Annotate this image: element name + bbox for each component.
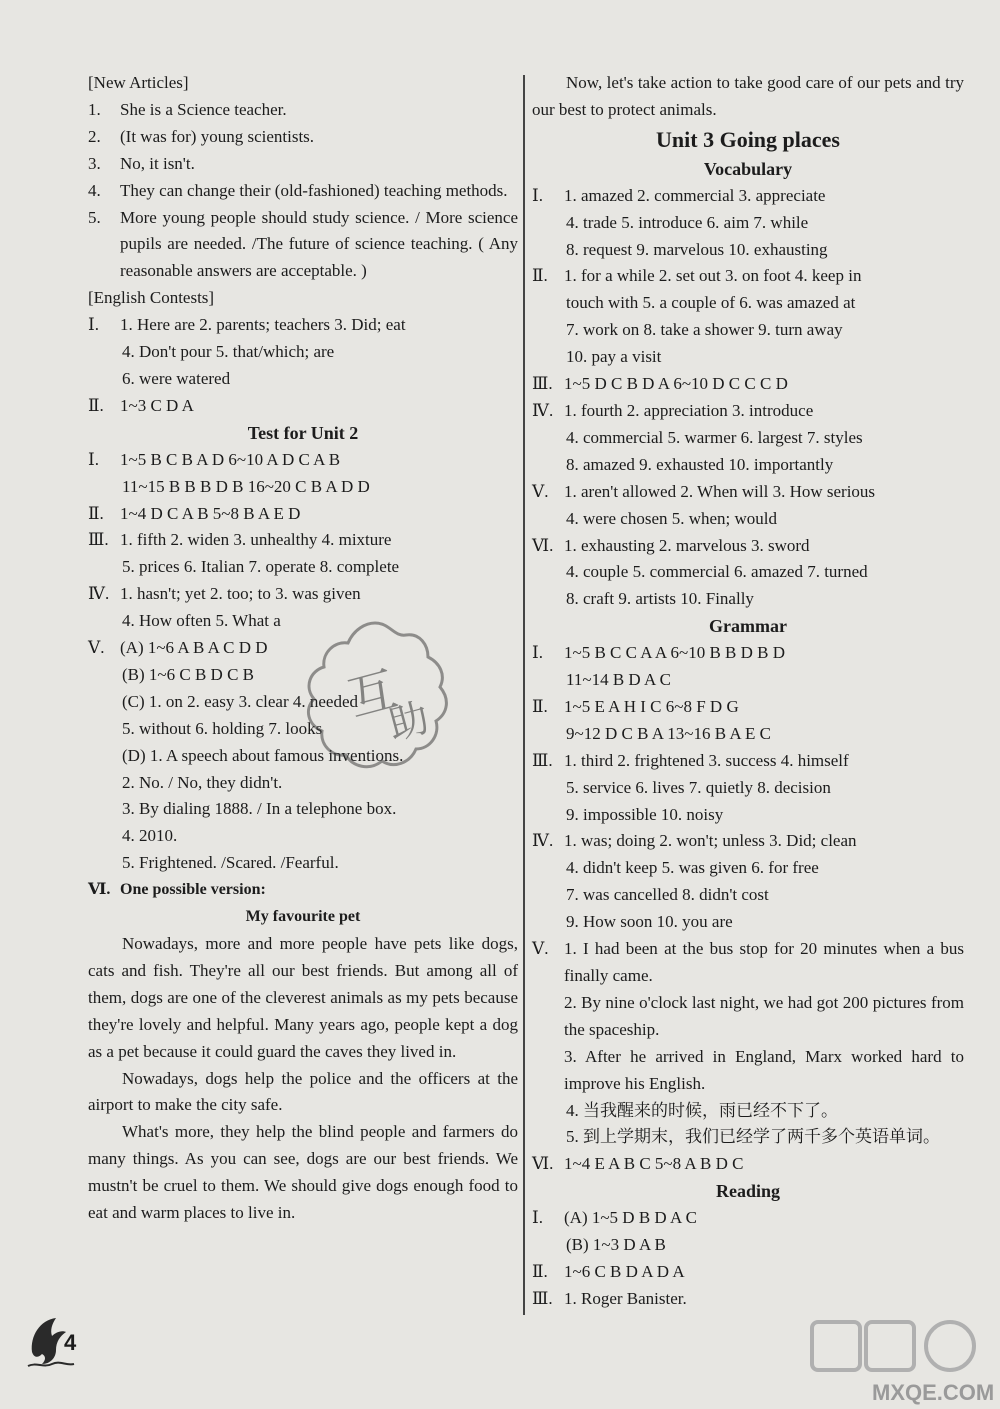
site-watermark-text: MXQE.COM xyxy=(872,1380,995,1405)
answer-text: They can change their (old-fashioned) teaching methods. xyxy=(120,180,508,200)
answer-text: (A) 1~5 D B D A C xyxy=(564,1208,697,1228)
test-title: Test for Unit 2 xyxy=(247,422,359,443)
roman-index: Ⅱ. xyxy=(532,696,548,716)
svg-text:互: 互 xyxy=(342,661,403,728)
answer-text: 4. were chosen 5. when; would xyxy=(566,508,778,528)
answer-text: 1. I had been at the bus stop for 20 minutes when a bus finally came. xyxy=(564,939,964,985)
answer-text: 4. How often 5. What a xyxy=(122,611,281,631)
answer-text: 8. amazed 9. exhausted 10. importantly xyxy=(566,454,834,474)
answer-text: (C) 1. on 2. easy 3. clear 4. needed xyxy=(122,691,359,711)
answer-text: 11~15 B B B D B 16~20 C B A D D xyxy=(122,476,370,496)
answer-text: 1. Roger Banister. xyxy=(564,1288,687,1308)
roman-index: Ⅳ. xyxy=(532,831,554,851)
roman-index: Ⅲ. xyxy=(532,750,553,770)
section-heading: [New Articles] xyxy=(88,73,189,92)
answer-text: More young people should study science. / More science pupils are needed. /The future of science teaching. ( Any reasonable answers are acceptable. ) xyxy=(120,207,518,281)
answer-text: 7. was cancelled 8. didn't cost xyxy=(566,885,769,905)
roman-index: Ⅴ. xyxy=(532,939,549,959)
roman-index: Ⅱ. xyxy=(88,395,104,415)
answer-text: 5. prices 6. Italian 7. operate 8. complete xyxy=(122,557,400,577)
roman-index: Ⅰ. xyxy=(532,1208,543,1228)
unit-title: Unit 3 Going places xyxy=(656,126,840,152)
answer-text: 1~4 D C A B 5~8 B A E D xyxy=(120,503,301,523)
answer-text: 5. without 6. holding 7. looks xyxy=(122,718,323,738)
answer-text: 9. impossible 10. noisy xyxy=(566,804,724,824)
roman-index: Ⅲ. xyxy=(88,530,109,550)
answer-text: 2. By nine o'clock last night, we had got 200 pictures from the spaceship. xyxy=(564,992,964,1039)
essay-paragraph: Nowadays, more and more people have pets like dogs, cats and fish. They're all our best friends. But among all of them, dogs are one of the cleverest animals as my pets because they're lovely and helpful. Many years ago, people kept a dog as a pet because it could guard the caves they lived in. xyxy=(88,934,518,1061)
answer-text: 3. After he arrived in England, Marx worked hard to improve his English. xyxy=(564,1046,964,1093)
roman-index: Ⅰ. xyxy=(88,449,99,469)
stamp-watermark-icon xyxy=(290,615,460,785)
answer-text: 1. third 2. frightened 3. success 4. himself xyxy=(564,750,849,770)
answer-text: 10. pay a visit xyxy=(566,347,662,367)
answer-text: 5. 到上学期末，我们已经学了两千多个英语单词。 xyxy=(566,1127,940,1147)
answer-text: She is a Science teacher. xyxy=(120,99,287,119)
roman-index: Ⅴ. xyxy=(532,481,549,501)
answer-text: 9. How soon 10. you are xyxy=(566,912,733,932)
answer-text: 5. service 6. lives 7. quietly 8. decision xyxy=(566,777,831,797)
answer-text: (B) 1~6 C B D C B xyxy=(122,664,254,684)
roman-index: Ⅳ. xyxy=(88,584,110,604)
answer-text: 1~6 C B D A D A xyxy=(564,1261,685,1281)
answer-text: 4. trade 5. introduce 6. aim 7. while xyxy=(566,212,809,232)
answer-text: 1~5 B C B A D 6~10 A D C A B xyxy=(120,449,341,469)
item-index: 5. xyxy=(88,207,101,227)
answer-text: 1. fourth 2. appreciation 3. introduce xyxy=(564,400,814,420)
answer-text: 9~12 D C B A 13~16 B A E C xyxy=(566,723,771,743)
item-index: 1. xyxy=(88,99,101,119)
roman-index: Ⅲ. xyxy=(532,374,553,394)
site-watermark-logo xyxy=(810,1318,980,1380)
answer-text: 5. Frightened. /Scared. /Fearful. xyxy=(122,853,339,873)
answer-text: (D) 1. A speech about famous inventions. xyxy=(122,745,404,765)
roman-index: Ⅱ. xyxy=(532,266,548,286)
answer-text: 1~5 B C C A A 6~10 B B D B D xyxy=(564,643,786,663)
answer-text: (A) 1~6 A B A C D D xyxy=(120,638,268,658)
roman-index: Ⅱ. xyxy=(532,1261,548,1281)
answer-text: 2. No. / No, they didn't. xyxy=(122,772,283,792)
essay-paragraph: What's more, they help the blind people and farmers do many things. As you can see, dogs are our best friends. We mustn't be cruel to them. We should give dogs enough food to eat and warm places to live in. xyxy=(88,1122,518,1223)
answer-text: 1. hasn't; yet 2. too; to 3. was given xyxy=(120,584,361,604)
column-divider xyxy=(523,75,525,1315)
answer-text: (It was for) young scientists. xyxy=(120,126,315,146)
essay-paragraph: Now, let's take action to take good care of our pets and try our best to protect animals. xyxy=(532,73,964,119)
answer-text: 1. Here are 2. parents; teachers 3. Did; eat xyxy=(120,315,406,335)
answer-text: 8. request 9. marvelous 10. exhausting xyxy=(566,239,828,259)
answer-text: 1~5 E A H I C 6~8 F D G xyxy=(564,696,739,716)
roman-index: Ⅰ. xyxy=(532,643,543,663)
essay-paragraph: Nowadays, dogs help the police and the officers at the airport to make the city safe. xyxy=(88,1068,518,1115)
roman-index: Ⅰ. xyxy=(532,185,543,205)
answer-text: 4. 当我醒来的时候，雨已经不下了。 xyxy=(566,1100,838,1120)
answer-text: 4. 2010. xyxy=(122,826,178,846)
answer-text: 11~14 B D A C xyxy=(566,670,671,690)
roman-index: Ⅵ. xyxy=(532,535,554,555)
answer-text: 1. aren't allowed 2. When will 3. How serious xyxy=(564,481,876,501)
answer-text: 4. commercial 5. warmer 6. largest 7. styles xyxy=(566,427,863,447)
answer-text: 1. for a while 2. set out 3. on foot 4. keep in xyxy=(564,266,862,286)
section-title: Reading xyxy=(715,1181,780,1202)
section-heading: [English Contests] xyxy=(88,288,215,308)
roman-index: Ⅰ. xyxy=(88,315,99,335)
answer-text: (B) 1~3 D A B xyxy=(566,1235,666,1255)
answer-text: 4. didn't keep 5. was given 6. for free xyxy=(566,858,819,878)
answer-text: touch with 5. a couple of 6. was amazed at xyxy=(566,293,856,313)
answer-text: 1. exhausting 2. marvelous 3. sword xyxy=(564,535,810,555)
essay-title: My favourite pet xyxy=(245,908,361,926)
roman-index: Ⅱ. xyxy=(88,503,104,523)
roman-index: Ⅵ. xyxy=(532,1154,554,1174)
answer-text: 6. were watered xyxy=(122,368,231,388)
answer-text: One possible version: xyxy=(120,881,266,899)
section-title: Grammar xyxy=(709,616,787,637)
answer-text: 1. fifth 2. widen 3. unhealthy 4. mixture xyxy=(120,530,392,550)
answer-text: 4. Don't pour 5. that/which; are xyxy=(122,342,335,362)
answer-text: 4. couple 5. commercial 6. amazed 7. turned xyxy=(566,562,868,582)
roman-index: Ⅲ. xyxy=(532,1288,553,1308)
section-title: Vocabulary xyxy=(703,158,793,179)
answer-text: 7. work on 8. take a shower 9. turn away xyxy=(566,320,843,340)
answer-text: 8. craft 9. artists 10. Finally xyxy=(566,589,754,609)
page-number: 4 xyxy=(64,1330,77,1355)
roman-index: Ⅳ. xyxy=(532,400,554,420)
item-index: 2. xyxy=(88,126,101,146)
answer-text: 3. By dialing 1888. / In a telephone box. xyxy=(122,799,397,819)
item-index: 3. xyxy=(88,153,101,173)
answer-text: 1~3 C D A xyxy=(120,395,194,415)
right-column xyxy=(532,70,964,1313)
svg-text:助: 助 xyxy=(383,694,435,750)
roman-index: Ⅴ. xyxy=(88,638,105,658)
item-index: 4. xyxy=(88,180,101,200)
answer-text: 1. was; doing 2. won't; unless 3. Did; clean xyxy=(564,831,857,851)
answer-text: 1. amazed 2. commercial 3. appreciate xyxy=(564,185,826,205)
answer-text: 1~4 E A B C 5~8 A B D C xyxy=(564,1154,744,1174)
answer-text: 1~5 D C B D A 6~10 D C C C D xyxy=(564,374,788,394)
roman-index: Ⅵ. xyxy=(88,881,111,899)
answer-text: No, it isn't. xyxy=(120,153,195,173)
